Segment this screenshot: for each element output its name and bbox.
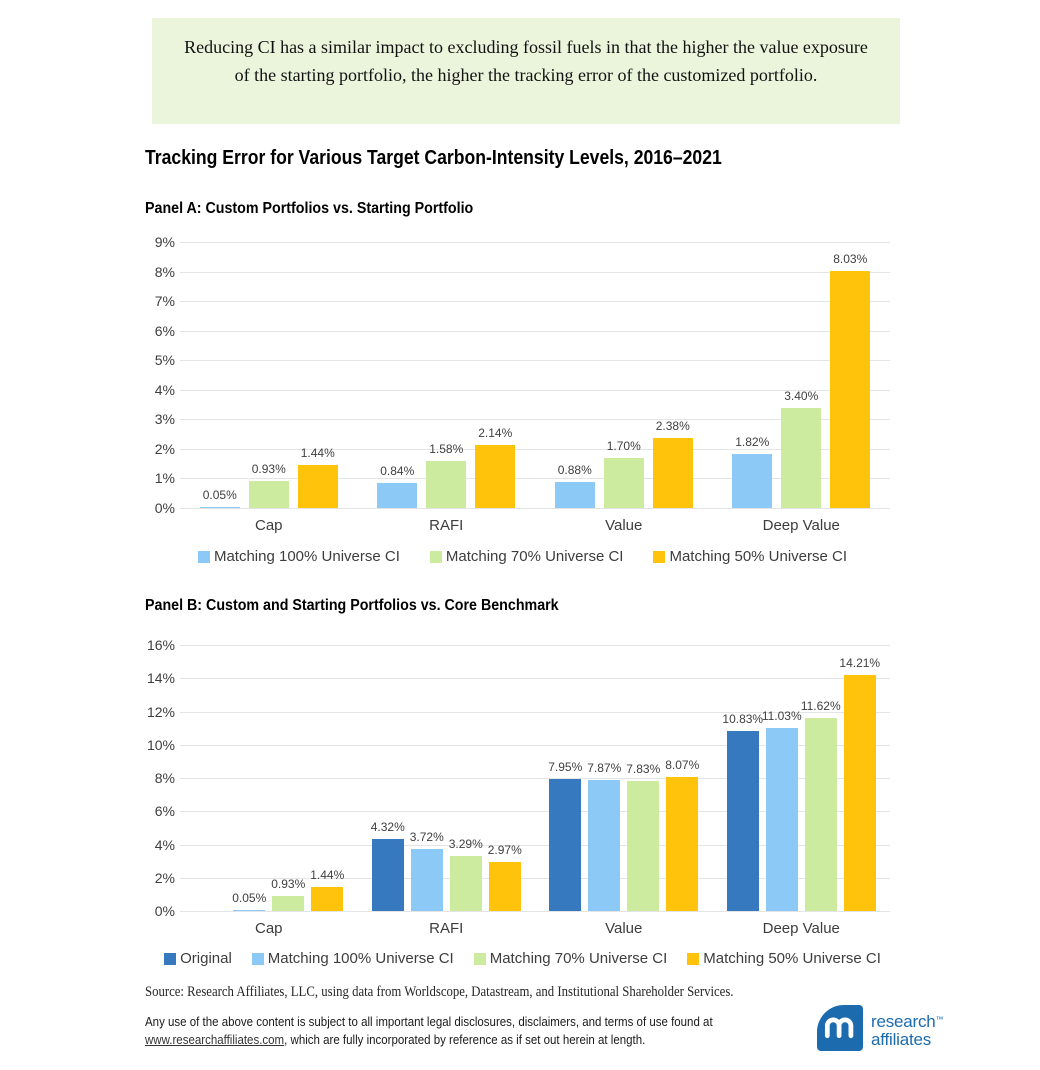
legal-disclaimer [145,1013,743,1049]
y-axis-tick-label: 8% [154,770,175,786]
bar-value-label: 7.95% [548,759,583,774]
bar-slot [604,242,644,508]
bar [732,454,772,508]
trademark-symbol: ™ [935,1014,944,1024]
panel-a-chart [145,236,890,546]
bar-group [535,242,713,508]
bar-slot [426,242,466,508]
y-axis-tick-label: 6% [154,803,175,820]
bar [311,887,343,911]
category-label: Deep Value [762,517,840,534]
bar-slot [194,645,226,911]
category-label: RAFI [429,920,464,937]
category-axis [180,920,890,937]
bar-value-label: 3.72% [409,830,444,845]
bar-value-label: 1.44% [300,446,335,461]
bar [588,780,620,911]
bar [627,781,659,911]
category-label: RAFI [429,517,464,534]
bar-value-label: 11.62% [800,698,841,713]
bar-value-label: 0.88% [557,463,592,477]
gridline [180,911,890,912]
y-axis-tick-label: 0% [154,903,175,919]
research-affiliates-logo [816,1004,943,1057]
bar-slot [588,645,620,911]
legend-label: Matching 100% Universe CI [267,950,454,967]
bar-slot [666,645,698,911]
y-axis-tick-label: 10% [146,736,175,753]
legend-label: Original [180,950,232,967]
y-axis-tick-label: 14% [146,670,175,687]
bar-slot [377,242,417,508]
bar-slot [761,645,802,911]
bar-slot [839,645,881,911]
bar-value-label: 0.93% [271,876,306,891]
bar-slot [555,242,595,508]
legend-item [252,950,454,967]
bar-value-label: 2.38% [655,418,690,433]
bar [249,481,289,508]
category-label: Cap [254,517,283,534]
category-label: Value [605,920,643,937]
bar-value-label: 4.32% [370,820,405,835]
bar-slot [800,645,841,911]
bar-value-label: 1.70% [606,438,641,453]
bar-slot [411,645,443,911]
bar-slot [298,242,338,508]
bar-value-label: 3.40% [784,388,819,403]
y-axis-tick-label: 7% [154,293,175,310]
panel-b-legend [145,950,900,967]
bar-value-label: 7.83% [626,761,661,776]
bar-value-label: 0.84% [380,464,415,479]
legend-label: Matching 70% Universe CI [489,950,668,967]
bar-value-label: 0.05% [232,891,267,906]
plot-area [180,242,890,508]
bar-slot [372,645,404,911]
bar [830,271,870,508]
legend-item [164,950,232,967]
bar [555,482,595,508]
legend-item [687,950,881,967]
legend-swatch [687,953,699,965]
category-axis [180,517,890,534]
bar-value-label: 1.82% [735,435,770,450]
bar-slot [450,645,482,911]
bar-value-label: 1.58% [429,442,464,457]
bar-value-label: 8.07% [665,757,700,772]
y-axis-tick-label: 2% [154,869,175,886]
bar-slot [722,645,764,911]
bar-slot [830,242,870,508]
gridline [180,508,890,509]
bar-slot [233,645,265,911]
bar [489,862,521,911]
bar [272,896,304,911]
bar [475,445,515,508]
category-label: Cap [254,920,283,937]
bar-group [358,645,536,911]
bar [298,465,338,508]
y-axis-tick-label: 5% [154,352,175,369]
legend-item [653,548,847,565]
bar-slot [475,242,515,508]
y-axis-tick-label: 2% [154,440,175,457]
bar-group [180,645,358,911]
y-axis-tick-label: 3% [154,411,175,428]
bar [604,458,644,508]
category-label: Value [605,517,643,534]
panel-a-legend [145,548,900,565]
y-axis-tick-label: 12% [146,703,175,720]
bar [200,507,240,508]
bar [426,461,466,508]
y-axis-tick-label: 9% [154,234,175,250]
bar [372,839,404,911]
legend-label: Matching 100% Universe CI [213,548,400,565]
y-axis-tick-label: 16% [146,637,175,653]
bar-value-label: 14.21% [839,655,881,670]
bar [549,779,581,911]
y-axis-tick-label: 4% [154,836,175,853]
legend-swatch [164,953,176,965]
legend-swatch [252,953,264,965]
bar-group [713,645,891,911]
bar-value-label: 7.87% [587,761,622,776]
disclaimer-text-after: , which are fully incorporated by reference as if set out herein at length. [284,1033,646,1047]
bar-value-label: 2.14% [478,425,513,440]
bar-slot [627,645,659,911]
bar-slot [249,242,289,508]
bar-value-label: 3.29% [448,837,483,852]
bar-group [180,242,358,508]
category-label: Deep Value [762,920,840,937]
bar [666,777,698,911]
bar-value-label: 11.03% [761,708,802,723]
bar [411,849,443,911]
legend-label: Matching 70% Universe CI [445,548,624,565]
legend-item [430,548,624,565]
ra-monogram-icon [816,1004,864,1057]
y-axis-tick-label: 0% [154,500,175,516]
y-axis-tick-label: 1% [154,470,175,487]
bar [653,438,693,508]
bar-slot [200,242,240,508]
legend-swatch [474,953,486,965]
callout-box [152,18,900,124]
logo-wordmark [871,1013,943,1049]
bar-slot [653,242,693,508]
panel-a-title: Panel A: Custom Portfolios vs. Starting Portfolio [145,200,474,217]
bar [233,910,265,911]
logo-line2: affiliates [871,1029,932,1049]
disclaimer-text-before: Any use of the above content is subject to all important legal disclosures, disclaimers, and terms of use found at [145,1015,713,1029]
bar [450,856,482,911]
bar-group [535,645,713,911]
bar-slot [732,242,772,508]
y-axis-tick-label: 4% [154,381,175,398]
bar-group [713,242,891,508]
legend-swatch [198,551,210,563]
bar [844,675,876,911]
bar-value-label: 2.97% [487,842,522,857]
y-axis-tick-label: 6% [154,322,175,339]
bar-value-label: 1.44% [310,868,345,883]
legend-label: Matching 50% Universe CI [669,548,848,565]
legend-item [474,950,668,967]
bar-slot [549,645,581,911]
source-note: Source: Research Affiliates, LLC, using data from Worldscope, Datastream, and Institutional Shareholder Services. [145,984,734,1000]
bar-slot [272,645,304,911]
callout-text: Reducing CI has a similar impact to excluding fossil fuels in that the higher the value exposure of the starting portfolio, the higher the tracking error of the customized portfolio. [184,37,868,85]
logo-line1: research [871,1011,936,1031]
bar-value-label: 8.03% [833,251,868,266]
plot-area [180,645,890,911]
panel-b-chart [145,637,890,951]
bar-value-label: 0.05% [202,487,237,502]
legend-swatch [430,551,442,563]
bar [377,483,417,508]
bar-value-label: 0.93% [251,461,286,476]
legend-item [198,548,400,565]
bar-slot [489,645,521,911]
bar [766,728,798,911]
y-axis-tick-label: 8% [154,263,175,280]
bar-value-label: 10.83% [722,711,764,726]
research-affiliates-link[interactable]: www.researchaffiliates.com [145,1033,285,1047]
panel-b-title: Panel B: Custom and Starting Portfolios vs. Core Benchmark [145,597,559,614]
legend-label: Matching 50% Universe CI [703,950,881,967]
bar-group [358,242,536,508]
bar-slot [781,242,821,508]
bar [781,408,821,508]
legend-swatch [653,551,665,563]
bar [727,731,759,911]
page-title: Tracking Error for Various Target Carbon-Intensity Levels, 2016–2021 [145,147,722,169]
bar-slot [311,645,343,911]
bar [805,718,837,911]
